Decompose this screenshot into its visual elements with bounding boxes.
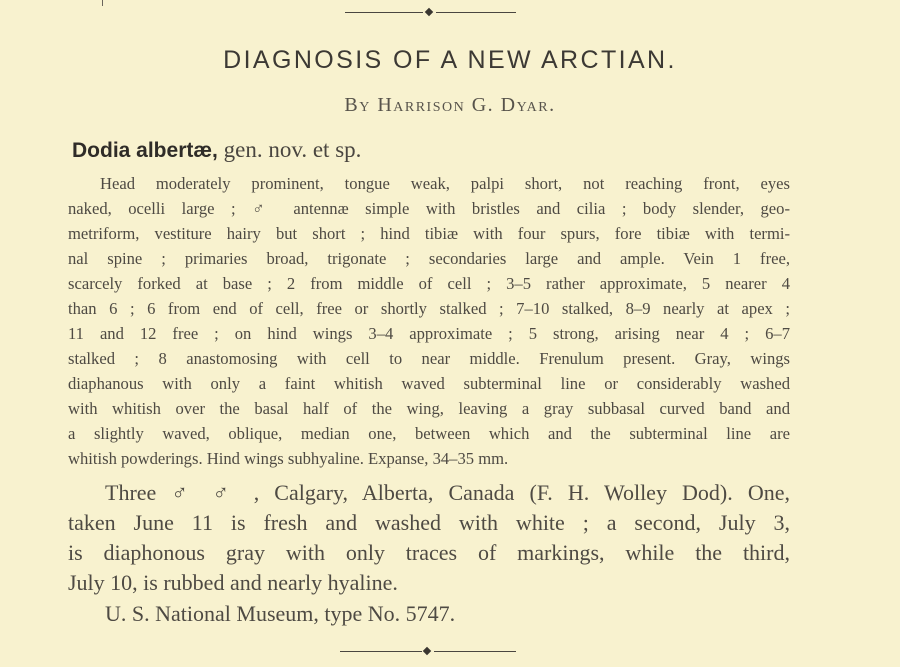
description-line: whitish powderings. Hind wings subhyaline. Expanse, 34–35 mm. [68,449,509,468]
description-line: diaphanous with only a faint whitish waved subterminal line or considerably washed [68,374,790,393]
article-title: DIAGNOSIS OF A NEW ARCTIAN. [223,46,677,74]
description-line: Head moderately prominent, tongue weak, palpi short, not reaching front, eyes [100,174,790,193]
description-line: stalked ; 8 anastomosing with cell to near middle. Frenulum present. Gray, wings [68,349,790,368]
type-note: U. S. National Museum, type No. 5747. [105,601,456,626]
description-line: than 6 ; 6 from end of cell, free or shortly stalked ; 7–10 stalked, 8–9 nearly at apex ; [68,299,790,318]
species-heading-rest: gen. nov. et sp. [217,137,362,162]
article-byline: By Harrison G. Dyar. [344,94,556,116]
specimen-line: Three ♂ ♂ , Calgary, Alberta, Canada (F. H. Wolley Dod). One, [105,480,790,505]
diamond-ornament-icon [423,647,431,655]
specimen-line: taken June 11 is fresh and washed with white ; a second, July 3, [68,510,790,535]
species-name: Dodia albertæ, [72,139,218,162]
specimen-line: July 10, is rubbed and nearly hyaline. [68,570,398,595]
species-heading [72,137,361,163]
description-line: naked, ocelli large ; ♂ antennæ simple with bristles and cilia ; body slender, geo- [68,199,790,218]
description-line: 11 and 12 free ; on hind wings 3–4 approximate ; 5 strong, arising near 4 ; 6–7 [68,324,790,343]
description-line: a slightly waved, oblique, median one, between which and the subterminal line are [68,424,790,443]
diamond-ornament-icon [425,8,433,16]
description-line: scarcely forked at base ; 2 from middle of cell ; 3–5 rather approximate, 5 nearer 4 [68,274,790,293]
description-line: metriform, vestiture hairy but short ; hind tibiæ with four spurs, fore tibiæ with termi- [68,224,790,243]
bottom-ornament-rule [0,645,900,657]
description-line: nal spine ; primaries broad, trigonate ; secondaries large and ample. Vein 1 free, [68,249,790,268]
top-ornament-rule [0,6,900,18]
specimen-line: is diaphonous gray with only traces of markings, while the third, [68,540,790,565]
description-line: with whitish over the basal half of the wing, leaving a gray subbasal curved band and [68,399,790,418]
